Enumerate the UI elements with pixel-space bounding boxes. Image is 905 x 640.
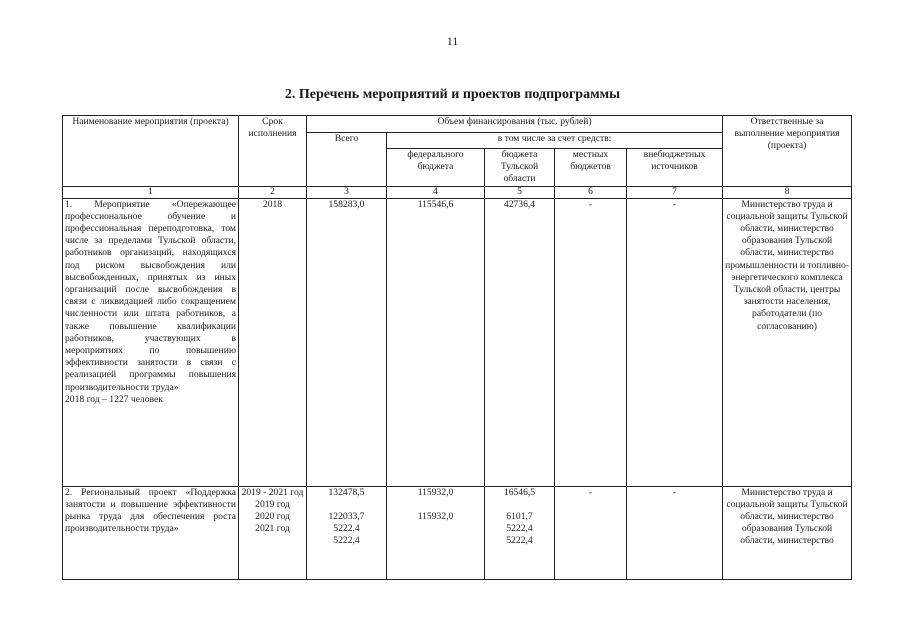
activity-name: 1. Мероприятие «Опережающее профессиональное обучение и профессиональная переподготовка, том числе за пределами Тульской области, работников организаций, находящихся под риском высвобождения или высвобожденных, принятых из иных организаций после высвобождения в связи с ликвидацией либо сокращением численности или штата работников, а также повышение квалификации работников, участвующих в мероприятиях по повышению эффективности занятости в связи с реализацией программы повышения производительности труда»: [65, 198, 236, 393]
responsible-cell: Министерство труда и социальной защиты Тульской области, министерство образования Тульской области, министерство промышленности и топливно-энергетического комплекса Тульской области, центры занятости населения, работодатели (по согласованию): [723, 198, 852, 486]
table-row: [63, 198, 852, 486]
term-value: 2019 год: [255, 498, 290, 510]
header-offbudget: внебюджетных источников: [627, 149, 723, 187]
federal-cell: [387, 198, 485, 486]
responsible-cell: Министерство труда и социальной защиты Тульской области, министерство образования Тульской области, министерство: [723, 486, 852, 579]
header-term: Срок исполнения: [239, 116, 307, 187]
term-value: 2021 год: [255, 523, 290, 535]
header-responsible: Ответственные за выполнение мероприятия (проекта): [723, 116, 852, 187]
column-number: 6: [555, 186, 627, 198]
total-cell: [307, 486, 387, 579]
activities-table: [62, 115, 852, 580]
header-total: Всего: [307, 133, 387, 187]
regional-value: 5222,4: [506, 523, 533, 535]
column-number: 2: [239, 186, 307, 198]
page-number: 11: [446, 34, 459, 48]
local-cell: -: [555, 486, 627, 579]
total-value: 5222,4: [333, 523, 360, 535]
federal-value: 115932,0: [417, 486, 454, 498]
column-number: 1: [63, 186, 239, 198]
activity-note: 2018 год – 1227 человек: [65, 393, 163, 405]
table-row: [63, 486, 852, 579]
header-name: Наименование мероприятия (проекта): [63, 116, 239, 187]
offbudget-cell: -: [627, 486, 723, 579]
regional-value: 16546,5: [503, 486, 536, 498]
column-number: 8: [723, 186, 852, 198]
total-value: 122033,7: [328, 510, 365, 522]
total-value: 5222,4: [333, 535, 360, 547]
activity-name-cell: [63, 198, 239, 486]
term-cell: [239, 198, 307, 486]
total-value: 158283,0: [328, 198, 365, 210]
activity-name-cell: [63, 486, 239, 579]
federal-cell: [387, 486, 485, 579]
regional-value: 6101,7: [506, 510, 533, 522]
term-value: 2018: [262, 198, 283, 210]
header-federal: федерального бюджета: [387, 149, 485, 187]
offbudget-cell: -: [627, 198, 723, 486]
regional-value: 42736,4: [503, 198, 536, 210]
regional-cell: [485, 486, 555, 579]
column-number: 5: [485, 186, 555, 198]
total-value: 132478,5: [328, 486, 365, 498]
header-including: в том числе за счет средств:: [387, 133, 723, 149]
total-cell: [307, 198, 387, 486]
term-value: 2020 год: [255, 511, 290, 523]
federal-value: 115932,0: [417, 510, 454, 522]
header-funding: Объем финансирования (тыс. рублей): [307, 116, 723, 133]
regional-value: 5222,4: [506, 535, 533, 547]
page-title: 2. Перечень мероприятий и проектов подпрограммы: [284, 87, 621, 102]
column-number: 7: [627, 186, 723, 198]
header-regional: бюджета Тульской области: [485, 149, 555, 187]
term-cell: [239, 486, 307, 579]
header-local: местных бюджетов: [555, 149, 627, 187]
column-number: 3: [307, 186, 387, 198]
column-number: 4: [387, 186, 485, 198]
federal-value: 115546,6: [417, 198, 454, 210]
activity-name: 2. Региональный проект «Поддержка занятости и повышение эффективности рынка труда для обеспечения роста производительности труда»: [65, 486, 236, 535]
local-cell: -: [555, 198, 627, 486]
term-value: 2019 - 2021 год: [241, 486, 304, 498]
regional-cell: [485, 198, 555, 486]
